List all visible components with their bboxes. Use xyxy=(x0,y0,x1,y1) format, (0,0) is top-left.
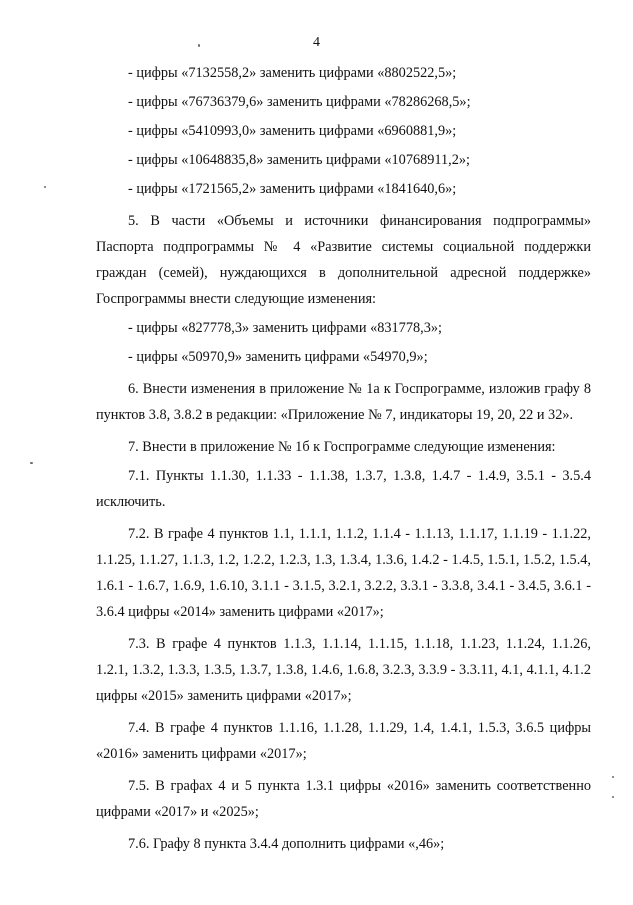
list-item: - цифры «7132558,2» заменить цифрами «8802522,5»; xyxy=(128,65,457,81)
paragraph-5: 5. В части «Объемы и источники финансирования подпрограммы» Паспорта подпрограммы № 4 «Развитие системы социальной поддержки граждан (семей), нуждающихся в дополнительной адресной поддержке» Госпрограммы внести следующие изменения: xyxy=(96,213,591,307)
paragraph-6: 6. Внести изменения в приложение № 1а к Госпрограмме, изложив графу 8 пунктов 3.8, 3.8.2 в редакции: «Приложение № 7, индикаторы 19, 20, 22 и 32». xyxy=(96,381,591,423)
paragraph-7-1: 7.1. Пункты 1.1.30, 1.1.33 - 1.1.38, 1.3.7, 1.3.8, 1.4.7 - 1.4.9, 3.5.1 - 3.5.4 исключить. xyxy=(96,468,591,510)
list-item: - цифры «76736379,6» заменить цифрами «78286268,5»; xyxy=(128,94,471,110)
paragraph-7-5: 7.5. В графах 4 и 5 пункта 1.3.1 цифры «2016» заменить соответственно цифрами «2017» и «2025»; xyxy=(96,778,591,820)
scan-speck xyxy=(198,44,200,47)
paragraph-7-2: 7.2. В графе 4 пунктов 1.1, 1.1.1, 1.1.2, 1.1.4 - 1.1.13, 1.1.17, 1.1.19 - 1.1.22, 1.1.25, 1.1.27, 1.1.3, 1.2, 1.2.2, 1.2.3, 1.3, 1.3.4, 1.3.6, 1.4.2 - 1.4.5, 1.5.1, 1.5.2, 1.5.4, 1.6.1 - 1.6.7, 1.6.9, 1.6.10, 3.1.1 - 3.1.5, 3.2.1, 3.2.2, 3.3.1 - 3.3.8, 3.4.1 - 3.4.5, 3.6.1 - 3.6.4 цифры «2014» заменить цифрами «2017»; xyxy=(96,526,591,620)
list-item: - цифры «827778,3» заменить цифрами «831778,3»; xyxy=(128,320,442,336)
paragraph-7: 7. Внести в приложение № 1б к Госпрограмме следующие изменения: xyxy=(128,439,556,455)
paragraph-7-6: 7.6. Графу 8 пункта 3.4.4 дополнить цифрами «,46»; xyxy=(128,836,445,852)
list-item: - цифры «10648835,8» заменить цифрами «10768911,2»; xyxy=(128,152,471,168)
document-body xyxy=(96,60,591,857)
list-item: - цифры «1721565,2» заменить цифрами «1841640,6»; xyxy=(128,181,457,197)
scan-speck xyxy=(612,796,614,798)
page-number: 4 xyxy=(313,35,320,50)
paragraph-7-3: 7.3. В графе 4 пунктов 1.1.3, 1.1.14, 1.1.15, 1.1.18, 1.1.23, 1.1.24, 1.1.26, 1.2.1, 1.3.2, 1.3.3, 1.3.5, 1.3.7, 1.3.8, 1.4.6, 1.6.8, 3.2.3, 3.3.9 - 3.3.11, 4.1, 4.1.1, 4.1.2 цифры «2015» заменить цифрами «2017»; xyxy=(96,636,591,704)
scan-speck xyxy=(30,462,33,464)
list-item: - цифры «5410993,0» заменить цифрами «6960881,9»; xyxy=(128,123,457,139)
scan-speck xyxy=(44,186,46,188)
list-item: - цифры «50970,9» заменить цифрами «54970,9»; xyxy=(128,349,428,365)
paragraph-7-4: 7.4. В графе 4 пунктов 1.1.16, 1.1.28, 1.1.29, 1.4, 1.4.1, 1.5.3, 3.6.5 цифры «2016» заменить цифрами «2017»; xyxy=(96,720,591,762)
scan-speck xyxy=(612,776,614,778)
